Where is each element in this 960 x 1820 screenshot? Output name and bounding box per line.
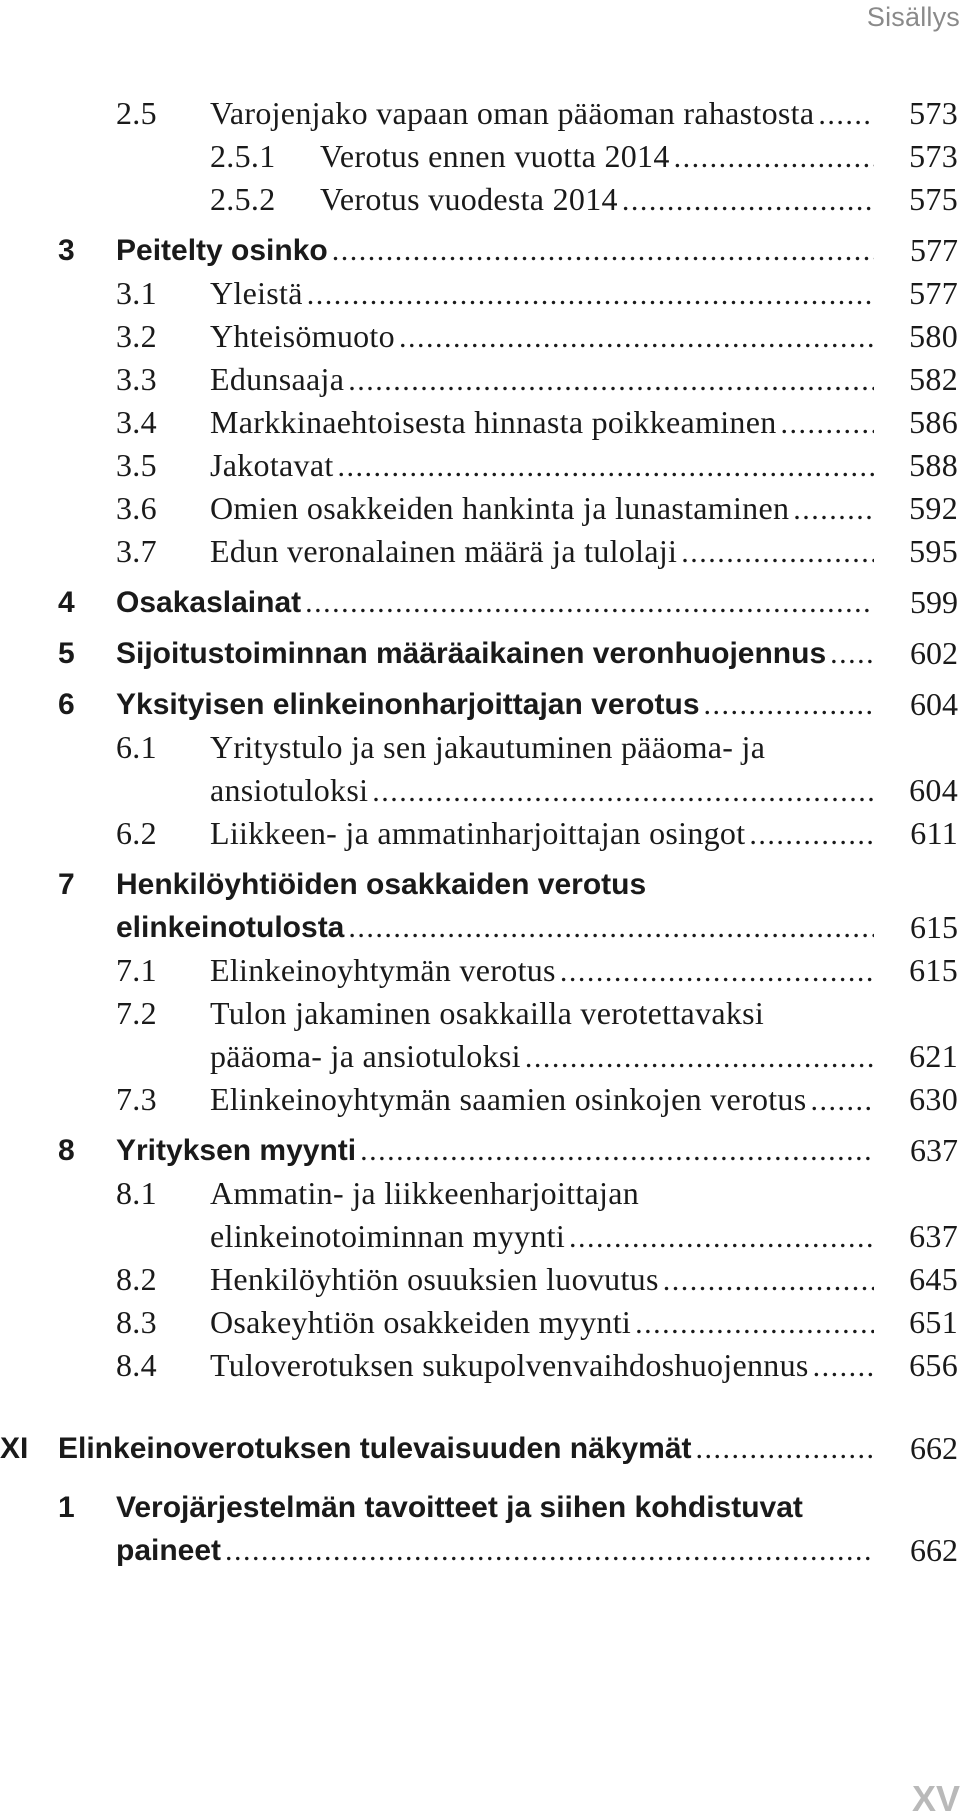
toc-entry-number: 7.1	[116, 952, 157, 988]
toc-entry-page: 615	[909, 952, 958, 988]
toc-entry[interactable]	[0, 178, 960, 221]
toc-entry[interactable]	[0, 726, 960, 812]
toc-entry-number: 3.4	[116, 404, 157, 440]
toc-entry-title	[210, 1258, 874, 1302]
toc-entry-title	[116, 906, 874, 949]
toc-entry-number: 1	[58, 1491, 75, 1524]
toc-entry-line	[0, 1129, 960, 1172]
toc-entry-title	[210, 992, 874, 1035]
toc-entry-line	[0, 92, 960, 135]
toc-entry-title	[210, 92, 874, 136]
toc-spacer	[0, 221, 960, 229]
toc-entry-line	[0, 726, 960, 769]
toc-entry-line	[0, 530, 960, 573]
toc-spacer	[0, 1470, 960, 1486]
toc-entry[interactable]	[0, 992, 960, 1078]
toc-entry-line	[0, 1035, 960, 1078]
toc-entry-number: 8.4	[116, 1347, 157, 1383]
toc-entry-title	[210, 444, 874, 488]
toc-entry-number: 3	[58, 234, 75, 267]
toc-entry[interactable]	[0, 1172, 960, 1258]
toc-entry-title	[210, 1172, 874, 1215]
toc-entry-title-text: Yleistä	[210, 275, 307, 311]
toc-entry-page: 651	[909, 1304, 958, 1340]
toc-entry-line	[0, 906, 960, 949]
toc-entry-line	[0, 135, 960, 178]
toc-entry-title	[116, 863, 874, 906]
toc-entry-title-text: Liikkeen- ja ammatinharjoittajan osingot	[210, 815, 749, 851]
toc-entry[interactable]	[0, 1486, 960, 1572]
toc-entry[interactable]	[0, 229, 960, 272]
toc-entry-line	[0, 1529, 960, 1572]
toc-entry-title	[116, 683, 874, 726]
toc-entry-line	[0, 487, 960, 530]
toc-entry-line	[0, 863, 960, 906]
toc-entry-line	[0, 401, 960, 444]
toc-entry-title	[210, 726, 874, 769]
toc-entry-line	[0, 1344, 960, 1387]
toc-entry-number: 7	[58, 868, 75, 901]
toc-entry-page: 577	[909, 275, 958, 311]
toc-entry[interactable]	[0, 632, 960, 675]
toc-entry-page: 645	[909, 1261, 958, 1297]
toc-entry-title	[210, 949, 874, 993]
toc-entry-title	[116, 1129, 874, 1172]
toc-entry-line	[0, 812, 960, 855]
toc-entry-title	[116, 581, 874, 624]
toc-entry-number: 3.3	[116, 361, 157, 397]
toc-entry-page: 637	[910, 1132, 958, 1168]
toc-entry-page: 580	[909, 318, 958, 354]
toc-entry-line	[0, 1258, 960, 1301]
toc-entry-title-text: Tuloverotuksen sukupolvenvaihdoshuojennus	[210, 1347, 813, 1383]
toc-entry-number: 3.7	[116, 533, 157, 569]
toc-entry-title-text: Yksityisen elinkeinonharjoittajan verotus	[116, 688, 704, 721]
toc-entry-line	[0, 1078, 960, 1121]
toc-entry-number: 8.1	[116, 1175, 157, 1211]
toc-entry-page: 604	[909, 772, 958, 808]
toc-entry-number: 2.5.1	[210, 138, 276, 174]
toc-entry-title	[320, 178, 874, 222]
toc-entry-title-text: Henkilöyhtiöiden osakkaiden verotus	[116, 868, 650, 901]
toc-entry-title	[58, 1427, 874, 1470]
toc-entry-title-text: Verotus vuodesta 2014	[320, 181, 622, 217]
toc-entry-title-text: Edun veronalainen määrä ja tulolaji	[210, 533, 681, 569]
toc-entry-line	[0, 1486, 960, 1529]
toc-entry-page: 582	[909, 361, 958, 397]
toc-entry-number: 3.5	[116, 447, 157, 483]
toc-entry[interactable]	[0, 1427, 960, 1470]
toc-entry[interactable]	[0, 1129, 960, 1172]
toc-entry-title	[210, 272, 874, 316]
toc-entry-title-text: Yritystulo ja sen jakautuminen pääoma- ja	[210, 729, 769, 765]
toc-entry-title-text: Verotus ennen vuotta 2014	[320, 138, 674, 174]
toc-entry-number: 8.3	[116, 1304, 157, 1340]
toc-entry[interactable]	[0, 581, 960, 624]
toc-entry-title-text: Jakotavat	[210, 447, 338, 483]
toc-entry-line	[0, 1215, 960, 1258]
toc-entry-title-text: Yhteisömuoto	[210, 318, 399, 354]
toc-entry[interactable]	[0, 272, 960, 315]
toc-entry-title	[116, 1529, 874, 1572]
toc-entry-number: 6.2	[116, 815, 157, 851]
toc-entry-title	[210, 315, 874, 359]
toc-entry-title-text: Osakaslainat	[116, 586, 305, 619]
toc-entry-page: 656	[909, 1347, 958, 1383]
toc-entry-title-text: Edunsaaja	[210, 361, 348, 397]
toc-entry-title	[320, 135, 874, 179]
toc-entry-title	[210, 1078, 874, 1122]
toc-entry-title	[210, 769, 874, 813]
toc-entry-page: 577	[910, 232, 958, 268]
toc-entry[interactable]	[0, 444, 960, 487]
toc-entry-title-text: Osakeyhtiön osakkeiden myynti	[210, 1304, 635, 1340]
toc-entry-page: 604	[910, 686, 958, 722]
toc-entry-title-text: pääoma- ja ansiotuloksi	[210, 1038, 525, 1074]
toc-entry-line	[0, 178, 960, 221]
toc-entry-title	[210, 487, 874, 531]
toc-entry-title-text: Elinkeinoyhtymän saamien osinkojen verotus	[210, 1081, 811, 1117]
toc-entry-number: 5	[58, 637, 75, 670]
toc-entry-line	[0, 949, 960, 992]
toc-entry-title-text: Varojenjako vapaan oman pääoman rahastosta	[210, 95, 818, 131]
toc-entry-line	[0, 632, 960, 675]
toc-entry-title	[210, 1215, 874, 1259]
table-of-contents	[0, 92, 960, 1572]
toc-entry[interactable]	[0, 1258, 960, 1301]
toc-entry-number: 3.6	[116, 490, 157, 526]
toc-entry-title-text: Ammatin- ja liikkeenharjoittajan	[210, 1175, 643, 1211]
toc-entry-title	[210, 401, 874, 445]
toc-entry-title-text: Peitelty osinko	[116, 234, 332, 267]
toc-entry[interactable]	[0, 487, 960, 530]
toc-entry-page: 595	[909, 533, 958, 569]
toc-entry-page: 662	[910, 1430, 958, 1466]
toc-entry-title	[116, 1486, 874, 1529]
toc-spacer	[0, 1387, 960, 1427]
toc-entry[interactable]	[0, 1301, 960, 1344]
toc-entry-title-text: elinkeinotulosta	[116, 911, 348, 944]
toc-entry-line	[0, 769, 960, 812]
toc-entry[interactable]	[0, 863, 960, 949]
toc-entry-title	[116, 632, 874, 675]
toc-entry[interactable]	[0, 949, 960, 992]
toc-entry-page: 637	[909, 1218, 958, 1254]
toc-entry-line	[0, 229, 960, 272]
toc-entry[interactable]	[0, 315, 960, 358]
toc-entry-line	[0, 1301, 960, 1344]
toc-entry-page: 586	[909, 404, 958, 440]
toc-entry-line	[0, 1172, 960, 1215]
toc-entry-number: 7.3	[116, 1081, 157, 1117]
toc-entry-number: XI	[0, 1432, 29, 1465]
toc-entry-title-text: Sijoitustoiminnan määräaikainen veronhuojennus	[116, 637, 830, 670]
toc-entry-number: 3.2	[116, 318, 157, 354]
toc-entry-line	[0, 683, 960, 726]
toc-spacer	[0, 624, 960, 632]
toc-entry-title-text: ansiotuloksi	[210, 772, 372, 808]
toc-entry[interactable]	[0, 1078, 960, 1121]
toc-entry-title-text: Henkilöyhtiön osuuksien luovutus	[210, 1261, 663, 1297]
toc-spacer	[0, 855, 960, 863]
toc-entry-title-text: elinkeinotoiminnan myynti	[210, 1218, 569, 1254]
toc-entry-number: 7.2	[116, 995, 157, 1031]
toc-entry[interactable]	[0, 135, 960, 178]
toc-entry-title	[210, 1344, 874, 1388]
toc-entry-title-text: Elinkeinoyhtymän verotus	[210, 952, 560, 988]
toc-entry-title-text: Markkinaehtoisesta hinnasta poikkeaminen	[210, 404, 781, 440]
toc-entry-line	[0, 358, 960, 401]
toc-entry-page: 573	[909, 95, 958, 131]
toc-spacer	[0, 573, 960, 581]
toc-entry-number: 8	[58, 1134, 75, 1167]
toc-entry-number: 8.2	[116, 1261, 157, 1297]
toc-entry-title-text: Elinkeinoverotuksen tulevaisuuden näkymät	[58, 1432, 696, 1465]
toc-entry-number: 2.5	[116, 95, 157, 131]
toc-entry-page: 599	[910, 584, 958, 620]
toc-entry[interactable]	[0, 358, 960, 401]
toc-entry-line	[0, 581, 960, 624]
toc-entry-number: 2.5.2	[210, 181, 276, 217]
running-head: Sisällys	[866, 2, 960, 32]
toc-entry-title	[210, 812, 874, 856]
toc-spacer	[0, 675, 960, 683]
toc-entry-page: 611	[910, 815, 958, 851]
page-folio: XV	[911, 1778, 960, 1819]
toc-entry-line	[0, 1427, 960, 1470]
toc-entry-line	[0, 272, 960, 315]
toc-entry-page: 592	[909, 490, 958, 526]
toc-entry-title	[210, 358, 874, 402]
toc-entry[interactable]	[0, 92, 960, 135]
toc-entry-page: 662	[910, 1532, 958, 1568]
toc-entry-title	[116, 229, 874, 272]
toc-entry-page: 588	[909, 447, 958, 483]
toc-entry-title	[210, 530, 874, 574]
toc-entry-title-text: Omien osakkeiden hankinta ja lunastaminen	[210, 490, 793, 526]
toc-spacer	[0, 1121, 960, 1129]
toc-entry-number: 6	[58, 688, 75, 721]
toc-entry-page: 575	[909, 181, 958, 217]
toc-entry-line	[0, 444, 960, 487]
toc-entry-page: 573	[909, 138, 958, 174]
toc-entry-line	[0, 992, 960, 1035]
toc-entry-title-text: Yrityksen myynti	[116, 1134, 360, 1167]
toc-entry[interactable]	[0, 1344, 960, 1387]
toc-entry-page: 621	[909, 1038, 958, 1074]
toc-entry-title-text: paineet	[116, 1534, 225, 1567]
toc-entry[interactable]	[0, 683, 960, 726]
toc-entry-number: 4	[58, 586, 75, 619]
toc-entry-page: 630	[909, 1081, 958, 1117]
toc-entry[interactable]	[0, 401, 960, 444]
toc-entry[interactable]	[0, 530, 960, 573]
toc-entry-title-text: Verojärjestelmän tavoitteet ja siihen kohdistuvat	[116, 1491, 807, 1524]
toc-entry-title-text: Tulon jakaminen osakkailla verotettavaksi	[210, 995, 768, 1031]
toc-entry-title	[210, 1035, 874, 1079]
toc-entry[interactable]	[0, 812, 960, 855]
toc-entry-number: 3.1	[116, 275, 157, 311]
toc-entry-title	[210, 1301, 874, 1345]
toc-entry-number: 6.1	[116, 729, 157, 765]
toc-entry-page: 602	[910, 635, 958, 671]
toc-entry-page: 615	[910, 909, 958, 945]
toc-entry-line	[0, 315, 960, 358]
